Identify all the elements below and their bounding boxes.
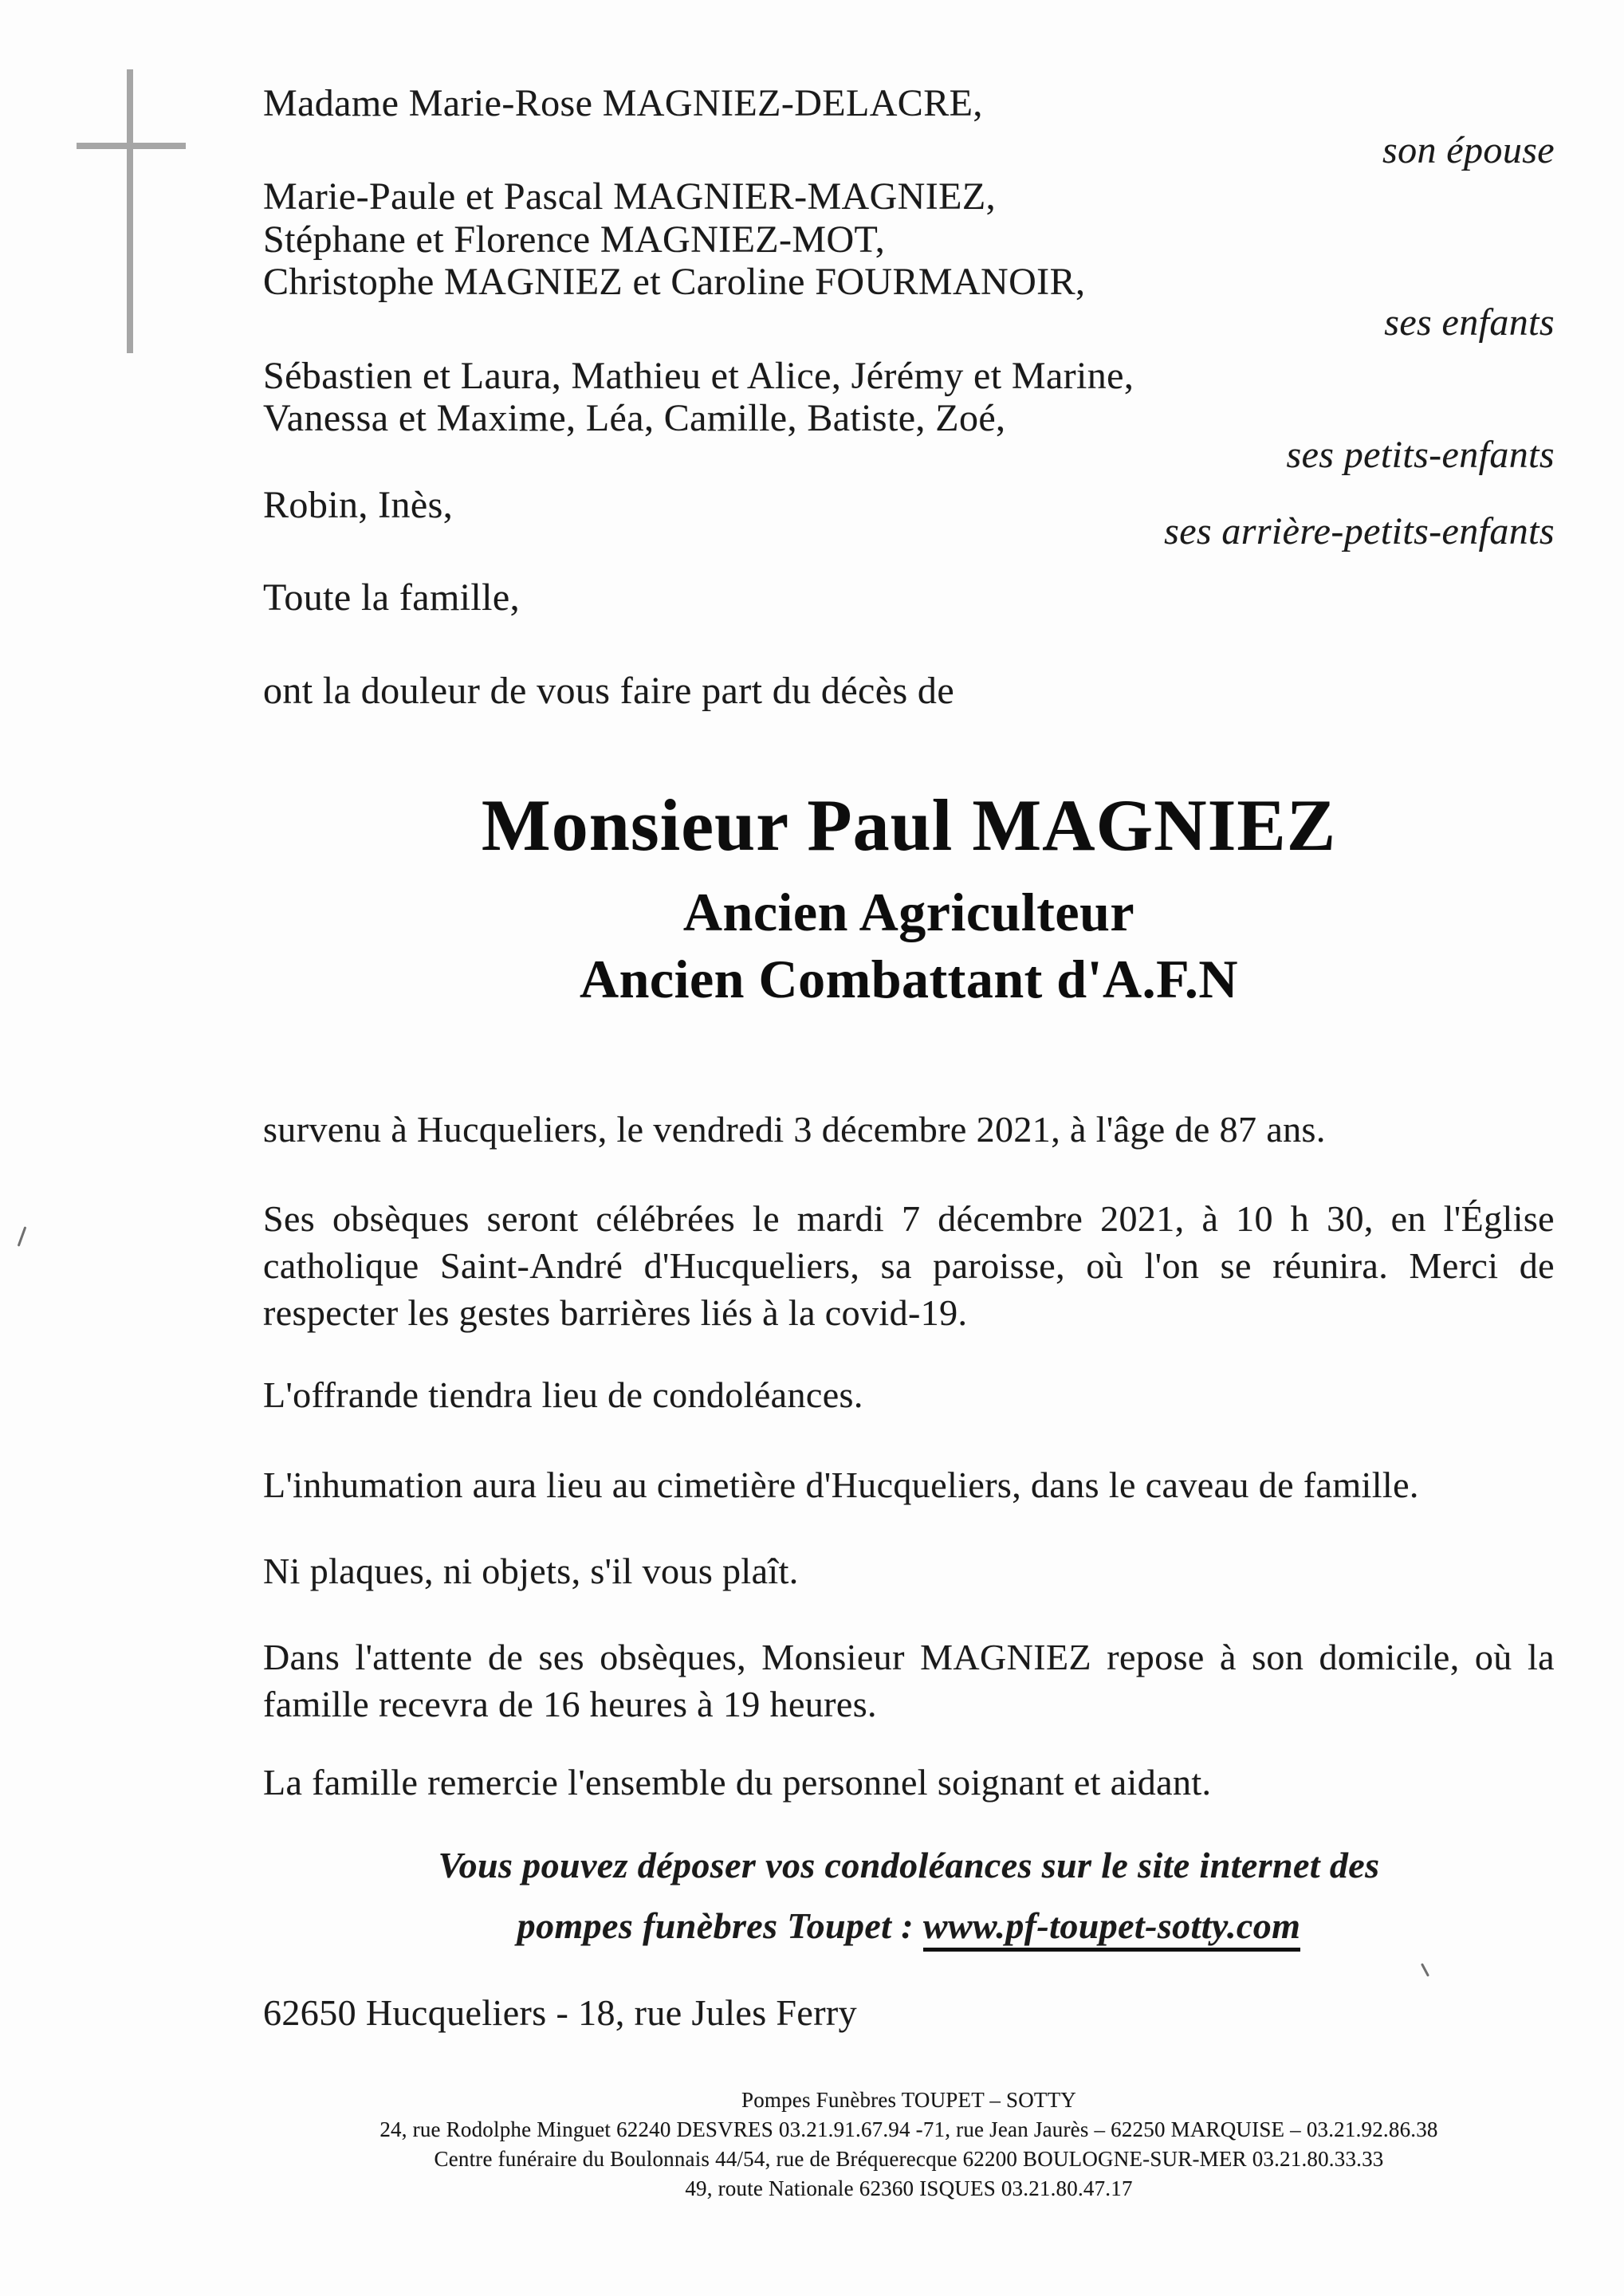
funeral-home-address-line: 24, rue Rodolphe Minguet 62240 DESVRES 03.21.91.67.94 -71, rue Jean Jaurès – 62250 MARQUISE – 03.21.92.86.38 xyxy=(379,2117,1438,2141)
deceased-subtitle-occupation: Ancien Agriculteur xyxy=(682,882,1135,942)
grandchildren-name-line: Vanessa et Maxime, Léa, Camille, Batiste, Zoé, xyxy=(263,397,1006,439)
condolences-note-prefix: pompes funèbres Toupet : xyxy=(517,1905,923,1946)
cross-vertical-bar xyxy=(127,69,133,353)
relation-label-spouse: son épouse xyxy=(1382,129,1555,171)
announcement-line: ont la douleur de vous faire part du décès de xyxy=(263,670,955,712)
thanks-paragraph: La famille remercie l'ensemble du personnel soignant et aidant. xyxy=(263,1762,1212,1803)
great-grandchildren-name-line: Robin, Inès, xyxy=(263,484,454,526)
funeral-home-website-link: www.pf-toupet-sotty.com xyxy=(923,1905,1300,1952)
funeral-details-line: Ses obsèques seront célébrées le mardi 7 décembre 2021, à 10 h 30, en l'Église xyxy=(263,1198,1555,1239)
funeral-home-address-line: Centre funéraire du Boulonnais 44/54, rue de Bréquerecque 62200 BOULOGNE-SUR-MER 03.21.80.33.33 xyxy=(434,2147,1384,2171)
deceased-name-title: Monsieur Paul MAGNIEZ xyxy=(481,784,1337,866)
visitation-paragraph xyxy=(263,1634,1555,1728)
funeral-details-paragraph xyxy=(263,1195,1555,1336)
whole-family-line: Toute la famille, xyxy=(263,576,520,619)
relation-label-children: ses enfants xyxy=(1384,301,1555,344)
scan-artifact xyxy=(1421,1963,1429,1976)
deceased-subtitle-veteran: Ancien Combattant d'A.F.N xyxy=(579,949,1239,1009)
visitation-line: Dans l'attente de ses obsèques, Monsieur MAGNIEZ repose à son domicile, où la xyxy=(263,1637,1555,1677)
funeral-details-line: catholique Saint-André d'Hucqueliers, sa paroisse, où l'on se réunira. Merci de xyxy=(263,1245,1555,1286)
no-plaques-paragraph: Ni plaques, ni objets, s'il vous plaît. xyxy=(263,1551,799,1591)
scan-artifact xyxy=(18,1226,27,1246)
condolences-note-line1: Vous pouvez déposer vos condoléances sur le site internet des xyxy=(438,1845,1380,1885)
relation-label-great-grandchildren: ses arrière-petits-enfants xyxy=(1164,510,1555,552)
spouse-name-line: Madame Marie-Rose MAGNIEZ-DELACRE, xyxy=(263,82,983,124)
offering-paragraph: L'offrande tiendra lieu de condoléances. xyxy=(263,1374,863,1415)
condolences-note-line2 xyxy=(263,1905,1555,1948)
funeral-home-name: Pompes Funèbres TOUPET – SOTTY xyxy=(741,2088,1077,2112)
visitation-line: famille recevra de 16 heures à 19 heures. xyxy=(263,1684,877,1724)
death-details-paragraph: survenu à Hucqueliers, le vendredi 3 décembre 2021, à l'âge de 87 ans. xyxy=(263,1109,1326,1150)
cross-horizontal-bar xyxy=(77,143,186,149)
relation-label-grandchildren: ses petits-enfants xyxy=(1286,434,1555,476)
funeral-home-address-line: 49, route Nationale 62360 ISQUES 03.21.80.47.17 xyxy=(685,2176,1133,2200)
deceased-address-line: 62650 Hucqueliers - 18, rue Jules Ferry xyxy=(263,1992,858,2033)
children-name-line: Christophe MAGNIEZ et Caroline FOURMANOIR, xyxy=(263,261,1086,303)
children-name-line: Stéphane et Florence MAGNIEZ-MOT, xyxy=(263,218,886,261)
funeral-details-line: respecter les gestes barrières liés à la covid-19. xyxy=(263,1292,968,1333)
children-name-line: Marie-Paule et Pascal MAGNIER-MAGNIEZ, xyxy=(263,175,996,218)
grandchildren-name-line: Sébastien et Laura, Mathieu et Alice, Jérémy et Marine, xyxy=(263,355,1134,397)
burial-paragraph: L'inhumation aura lieu au cimetière d'Hucqueliers, dans le caveau de famille. xyxy=(263,1464,1419,1505)
